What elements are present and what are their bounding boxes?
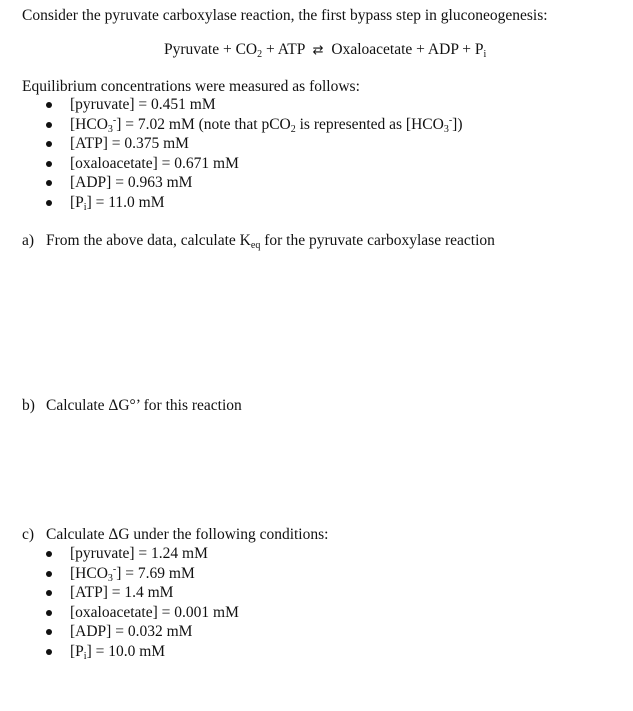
hco3-label: [HCO [70,115,108,133]
hco3-value: ] = 7.69 mM [116,564,195,582]
oxaloacetate-concentration: [oxaloacetate] = 0.001 mM [70,603,239,621]
pi-subscript: i [83,650,87,662]
oxaloacetate-concentration: [oxaloacetate] = 0.671 mM [70,154,239,172]
hco3-superscript: - [112,563,117,575]
list-item [0,622,239,642]
list-item [0,134,462,154]
list-item [0,173,462,193]
pi-value: ] = 10.0 mM [86,642,166,660]
adp-concentration: [ADP] = 0.963 mM [70,174,193,192]
bullet-icon [46,122,52,128]
question-a-text-end: for the pyruvate carboxylase reaction [260,232,495,249]
hco3-subscript: 3 [107,572,113,584]
list-item [0,583,239,603]
question-a [22,231,495,251]
list-item [0,115,462,135]
question-a-text: From the above data, calculate K [46,232,251,249]
list-item [0,544,239,564]
pi-label: [P [70,642,84,660]
list-item [0,95,462,115]
intro-text: Consider the pyruvate carboxylase reaction, the first bypass step in gluconeogenesis: [22,7,548,24]
question-c [22,525,328,545]
list-item [0,564,239,584]
adp-concentration: [ADP] = 0.032 mM [70,623,193,641]
hco3-note: is represented as [HCO [295,115,444,133]
equilibrium-concentration-list [0,95,462,213]
equation-right: Oxaloacetate + ADP + P [327,41,484,58]
bullet-icon [46,629,52,635]
bullet-icon [46,200,52,206]
bullet-icon [46,649,52,655]
equation-left-atp: + ATP [262,41,309,58]
equation-co2-subscript: 2 [257,49,263,60]
list-item [0,603,239,623]
atp-concentration: [ATP] = 1.4 mM [70,584,174,602]
pi-value: ] = 11.0 mM [86,193,165,211]
equation-left: Pyruvate + CO [164,41,258,58]
list-item [0,193,462,213]
question-c-text: Calculate ΔG under the following conditions: [46,526,329,543]
conditions-concentration-list [0,544,239,662]
bullet-icon [46,610,52,616]
bullet-icon [46,161,52,167]
hco3-note-superscript: - [448,114,453,126]
keq-subscript: eq [250,240,261,251]
bullet-icon [46,551,52,557]
pyruvate-concentration: [pyruvate] = 0.451 mM [70,96,216,113]
question-b-label: b) [22,397,35,414]
hco3-subscript: 3 [107,123,113,135]
pi-label: [P [70,193,84,211]
hco3-value: ] = 7.02 mM (note that pCO [116,115,291,133]
bullet-icon [46,571,52,577]
hco3-label: [HCO [70,564,108,582]
list-item [0,642,239,662]
bullet-icon [46,590,52,596]
equation-pi-subscript: i [483,49,487,60]
list-item [0,154,462,174]
bullet-icon [46,141,52,147]
hco3-note-subscript: 3 [443,123,449,135]
bullet-icon [46,180,52,186]
pyruvate-concentration: [pyruvate] = 1.24 mM [70,545,208,562]
question-a-label: a) [22,232,35,249]
question-b [22,396,242,416]
hco3-superscript: - [112,114,117,126]
pco2-subscript: 2 [290,123,296,135]
reaction-equation [164,40,486,61]
equilibrium-arrow-icon: ⇄ [312,43,324,58]
pi-subscript: i [83,201,87,213]
question-c-label: c) [22,526,35,543]
bullet-icon [46,102,52,108]
equilibrium-intro: Equilibrium concentrations were measured as follows: [22,78,360,95]
question-b-text: Calculate ΔG°’ for this reaction [46,397,242,414]
hco3-note-end: ]) [452,115,463,133]
atp-concentration: [ATP] = 0.375 mM [70,135,189,153]
